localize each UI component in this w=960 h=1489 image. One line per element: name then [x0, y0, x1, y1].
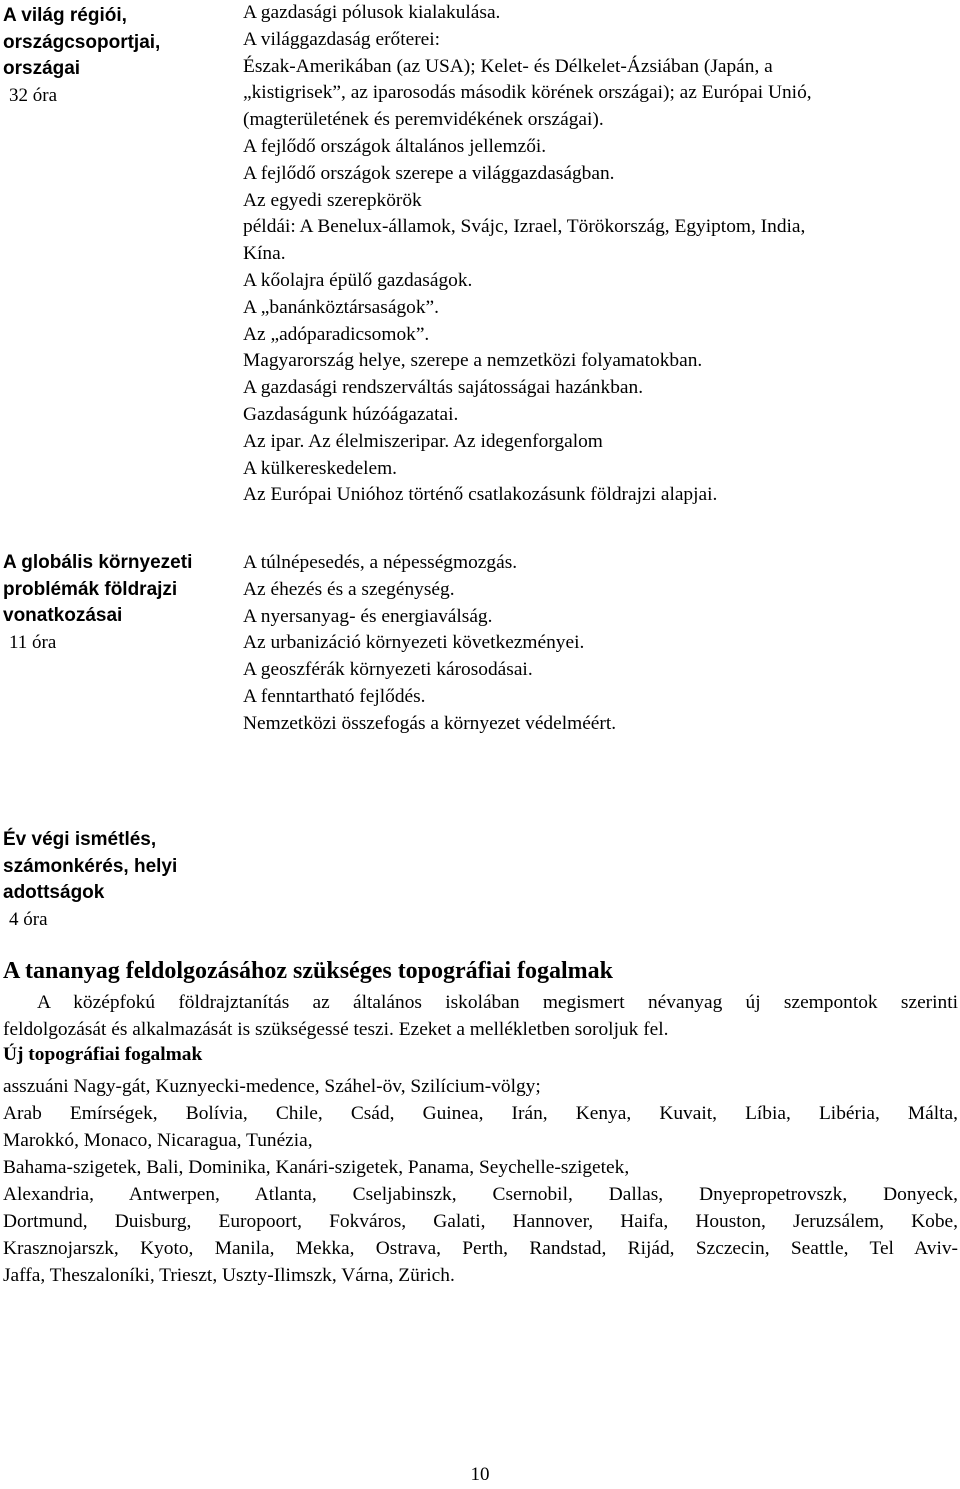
content-line: példái: A Benelux-államok, Svájc, Izrael, Törökország, Egyiptom, India, [243, 216, 806, 238]
section-title-line: adottságok [3, 882, 105, 904]
section-hours: 11 óra [9, 631, 57, 653]
content-line: Az urbanizáció környezeti következményei. [243, 632, 585, 654]
content-line: A fejlődő országok szerepe a világgazdaságban. [243, 162, 615, 184]
content-line: A gazdasági pólusok kialakulása. [243, 2, 501, 23]
content-line: Kína. [243, 243, 286, 265]
topo-intro-line: A középfokú földrajztanítás az általános iskolában megismert névanyag új szempontok szerinti [37, 992, 958, 1013]
topo-intro-line: feldolgozását és alkalmazását is szükségessé teszi. Ezeket a mellékletben soroljuk fel. [3, 1019, 669, 1040]
content-line: Nemzetközi összefogás a környezet védelméért. [243, 712, 617, 734]
content-line: Az egyedi szerepkörök [243, 189, 422, 211]
page-number: 10 [470, 1464, 490, 1485]
topo-line: Arab Emírségek, Bolívia, Chile, Csád, Guinea, Irán, Kenya, Kuvait, Líbia, Libéria, Málta, [3, 1103, 958, 1124]
topo-subheading: Új topográfiai fogalmak [3, 1044, 203, 1065]
content-line: Észak-Amerikában (az USA); Kelet- és Délkelet-Ázsiában (Japán, a [243, 55, 773, 77]
content-line: A geoszférák környezeti károsodásai. [243, 659, 533, 681]
section-title-line: Év végi ismétlés, [3, 829, 157, 850]
content-line: A fenntartható fejlődés. [243, 685, 426, 707]
content-line: A világgazdaság erőterei: [243, 28, 441, 50]
content-line: A gazdasági rendszerváltás sajátosságai hazánkban. [243, 377, 644, 399]
content-line: Az éhezés és a szegénység. [243, 578, 455, 600]
section-title-block [3, 550, 233, 656]
content-line: A nyersanyag- és energiaválság. [243, 605, 493, 627]
topo-line: Krasznojarszk, Kyoto, Manila, Mekka, Ostrava, Perth, Randstad, Rijád, Szczecin, Seattle, Tel Aviv- [3, 1238, 958, 1259]
section-title-line: problémák földrajzi [3, 578, 178, 600]
content-line: A túlnépesedés, a népességmozgás. [243, 552, 518, 573]
section-title-line: számonkérés, helyi [3, 855, 178, 877]
content-line: A külkereskedelem. [243, 457, 397, 479]
content-line: (magterületének és peremvidékének országai). [243, 109, 604, 131]
topo-line: Jaffa, Theszaloníki, Trieszt, Uszty-Ilimszk, Várna, Zürich. [3, 1265, 455, 1286]
content-line: Az Európai Unióhoz történő csatlakozásunk földrajzi alapjai. [243, 484, 718, 506]
content-line: Az „adóparadicsomok”. [243, 323, 430, 345]
section-title-line: országcsoportjai, [3, 31, 161, 53]
content-line: A fejlődő országok általános jellemzői. [243, 135, 547, 157]
topo-heading: A tananyag feldolgozásához szükséges topográfiai fogalmak [3, 958, 614, 984]
section-content [243, 0, 953, 509]
section-title-line: A világ régiói, [3, 5, 127, 26]
section-title-line: országai [3, 58, 81, 80]
content-line: Magyarország helye, szerepe a nemzetközi folyamatokban. [243, 350, 703, 372]
section-title-block [3, 3, 233, 109]
content-line: „kistigrisek”, az iparosodás második körének országai); az Európai Unió, [243, 82, 812, 104]
content-line: Az ipar. Az élelmiszeripar. Az idegenforgalom [243, 430, 603, 452]
topo-line: Marokkó, Monaco, Nicaragua, Tunézia, [3, 1130, 313, 1151]
content-line: Gazdaságunk húzóágazatai. [243, 403, 459, 425]
section-hours: 32 óra [9, 84, 58, 106]
section-hours: 4 óra [9, 908, 48, 930]
topo-intro [3, 989, 958, 1043]
topo-line: Dortmund, Duisburg, Europoort, Fokváros, Galati, Hannover, Haifa, Houston, Jeruzsálem, Kobe, [3, 1211, 958, 1232]
section-title-line: vonatkozásai [3, 605, 123, 627]
content-line: A kőolajra épülő gazdaságok. [243, 269, 473, 291]
topo-list [3, 1073, 958, 1289]
content-line: A „banánköztársaságok”. [243, 296, 439, 318]
topo-line: Bahama-szigetek, Bali, Dominika, Kanári-szigetek, Panama, Seychelle-szigetek, [3, 1157, 630, 1178]
section-content [243, 550, 953, 738]
topo-line: Alexandria, Antwerpen, Atlanta, Cseljabinszk, Csernobil, Dallas, Dnyepropetrovszk, Donyeck, [3, 1184, 958, 1205]
section-title-block [3, 827, 233, 933]
section-title-line: A globális környezeti [3, 552, 193, 573]
topo-line: asszuáni Nagy-gát, Kuznyecki-medence, Száhel-öv, Szilícium-völgy; [3, 1076, 541, 1097]
